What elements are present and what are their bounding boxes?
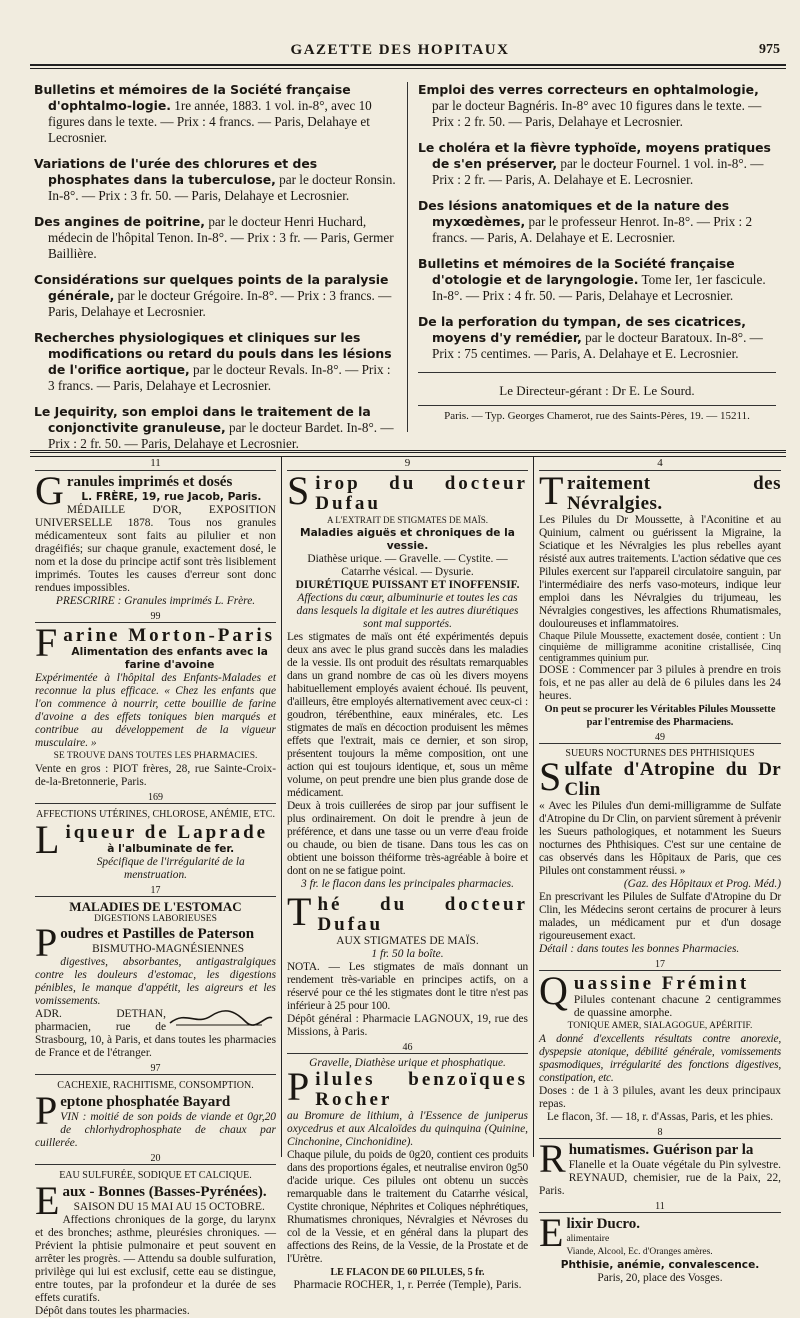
ad-heading: arine Morton-Paris bbox=[63, 625, 276, 646]
ad-number: 9 bbox=[287, 457, 528, 471]
section-separator bbox=[30, 450, 786, 453]
bibliography-entry-title: Bulletins et mémoires de la Société française d'otologie et de laryngologie. bbox=[418, 256, 735, 287]
bibliography-entry-details: par le docteur Revals. In-8°. — Prix : 3 francs. — Paris, Delahaye et Lecrosnier. bbox=[48, 362, 391, 393]
ads-column-1 bbox=[30, 457, 282, 1317]
ad-address: Paris, 20, place des Vosges. bbox=[597, 1272, 723, 1284]
gerant-line: Le Directeur-gérant : Dr E. Le Sourd. bbox=[499, 383, 695, 398]
ad-title bbox=[287, 468, 528, 514]
ad-address: Vente en gros : PIOT frères, 28, rue Sainte-Croix-de-la-Bretonnerie, Paris. bbox=[35, 763, 276, 788]
ad-subtitle: AUX STIGMATES DE MAÏS. bbox=[336, 935, 479, 947]
bibliography-entry bbox=[34, 404, 399, 452]
drop-cap: T bbox=[539, 468, 564, 513]
ad-address: Pharmacie ROCHER, 1, r. Perrée (Temple), Paris. bbox=[293, 1279, 522, 1291]
ad-categories: CACHEXIE, RACHITISME, CONSOMPTION. bbox=[57, 1080, 254, 1091]
bibliography-entry-details: par le docteur Bardet. In-8°. — Prix : 2 fr. 50. — Paris, Delahaye et Lecrosnier. bbox=[48, 420, 394, 451]
ad-heading: iqueur de Laprade bbox=[65, 822, 269, 843]
drop-cap: P bbox=[35, 920, 58, 965]
bibliography-left-column bbox=[30, 82, 407, 451]
ad-claim: TONIQUE AMER, SIALAGOGUE, APÉRITIF. bbox=[567, 1021, 753, 1031]
ad-subheading: DIGESTIONS LABORIEUSES bbox=[94, 914, 217, 924]
bibliography-entry-details: par le docteur Henri Huchard, médecin de l'hôpital Tenon. In-8°. — Prix : 3 fr. — Paris, Germer Baillière. bbox=[48, 214, 394, 261]
ad-number: 17 bbox=[35, 885, 276, 897]
ad-title bbox=[287, 1064, 528, 1110]
ad-number: 99 bbox=[35, 611, 276, 623]
ad-number: 20 bbox=[35, 1153, 276, 1165]
bibliography-entry bbox=[34, 214, 399, 262]
bibliography-entry bbox=[418, 82, 776, 130]
header-rule-thin bbox=[30, 68, 786, 69]
ad-body: A donné d'excellents résultats contre anorexie, dyspepsie atonique, débilité générale, vomissements spasmodiques, irrégularité des fonctions digestives, constipation, etc. bbox=[539, 1033, 781, 1084]
bibliography-entry-title: Emploi des verres correcteurs en ophtalmologie, bbox=[418, 82, 759, 97]
ad-detail: Détail : dans toutes les bonnes Pharmacies. bbox=[539, 943, 740, 955]
bibliography-entry bbox=[34, 82, 399, 146]
ad-sulfate-atropine-clin bbox=[539, 747, 781, 956]
drop-cap: Q bbox=[539, 968, 571, 1013]
bibliography-right-column bbox=[407, 82, 784, 432]
ad-number: 49 bbox=[539, 732, 781, 744]
ad-dosage: DOSE : Commencer par 3 pilules à prendre en trois fois, et ne pas aller au delà de 6 pilules dans les 24 heures. bbox=[539, 664, 781, 702]
ads-column-2 bbox=[282, 457, 534, 1291]
ad-heading: ilules benzoïques Rocher bbox=[315, 1069, 528, 1110]
ad-claim: DIURÉTIQUE PUISSANT ET INOFFENSIF. bbox=[295, 579, 520, 591]
ad-body: Chaque pilule, du poids de 0g20, contient ces produits dans des proportions égales, et neutralise environ 0g50 d'acide urique. Ces pilules ont obtenu un succès remarquable dans le traitement du Catarrhe vésical, Cystite chronique, Néphrites et Coliques néphrétiques, Rhumatismes chroniques, Névralgies et Névroses du col de la Vessie, et en général dans la plupart des affections des Reins, de la Vessie, de la Prostate et de l'Urètre. bbox=[287, 1149, 528, 1265]
bibliography-entry-title: Des lésions anatomiques et de la nature des myxœdèmes, bbox=[418, 198, 730, 229]
ad-dosage: Deux à trois cuillerées de sirop par jour suffisent le plus ordinairement. On doit le prendre à jeun de préférence, et dans une tasse ou un verre d'eau froide ou chaude, ou bien de tisane. Dans tous les cas on obtient une boisson théiforme très-agréable à boire et dont on ne se fatigue point. bbox=[287, 800, 528, 877]
ad-granules-frere bbox=[35, 468, 276, 608]
bibliography-entry bbox=[34, 156, 399, 204]
ad-number: 8 bbox=[539, 1127, 781, 1139]
ad-body: Expérimentée à l'hôpital des Enfants-Malades et reconnue la plus efficace. « Chez les enfants que l'on commence à nourrir, cette bouillie de farine d'avoine a des effets toniques bien marqués et contribue au développement de la vigueur musculaire. » bbox=[35, 672, 276, 749]
ad-categories: SUEURS NOCTURNES DES PHTHISIQUES bbox=[565, 748, 755, 759]
bibliography-entry-title: Considérations sur quelques points de la paralysie générale, bbox=[34, 272, 389, 303]
ad-body: Diathèse urique. — Gravelle. — Cystite. — Catarrhe vésical. — Dysurie. bbox=[307, 553, 508, 578]
ad-subtitle-2: Maladies aiguës et chroniques de la vessie. bbox=[300, 527, 515, 552]
ad-body: Affections chroniques de la gorge, du larynx et des bronches; asthme, pleurésies chroniques. — Prévient la phtisie pulmonaire et peut souvent en arrêter les progrès. — Attendu sa double sulfuration, privilège qui lui est exclusif, cette eau se distingue, entre toutes, par la profondeur et la durée de ses effets curatifs. bbox=[35, 1214, 276, 1304]
bibliography-section bbox=[30, 82, 786, 451]
bibliography-entry bbox=[418, 198, 776, 246]
ad-body: digestives, absorbantes, antigastralgiques contre les douleurs d'estomac, les digestions pénibles, le manque d'appétit, les aigreurs et les vomissements. bbox=[35, 956, 276, 1007]
bibliography-entry bbox=[34, 272, 399, 320]
ad-heading-top: MALADIES DE L'ESTOMAC bbox=[69, 899, 242, 914]
ad-ingredients: Viande, Alcool, Ec. d'Oranges amères. bbox=[566, 1247, 713, 1257]
bibliography-entry-details: par le docteur Bagnéris. In-8° avec 10 figures dans le texte. — Prix : 2 fr. 50. — Paris, Delahaye et Lecrosnier. bbox=[432, 98, 762, 129]
ad-pilules-rocher bbox=[287, 1057, 528, 1292]
journal-title: GAZETTE DES HOPITAUX bbox=[290, 42, 510, 58]
bibliography-entry-title: Bulletins et mémoires de la Société française d'ophtalmo-logie. bbox=[34, 82, 351, 113]
drop-cap: R bbox=[539, 1136, 566, 1181]
ad-reference: (Gaz. des Hôpitaux et Prog. Méd.) bbox=[623, 878, 781, 890]
ad-number: 17 bbox=[539, 959, 781, 971]
ad-title bbox=[539, 754, 781, 800]
ad-affections: Affections du cœur, albuminurie et toutes les cas dans lesquels la digitale et les autres diurétiques sont mal supportés. bbox=[296, 592, 519, 630]
ad-heading: eptone phosphatée Bayard bbox=[60, 1094, 231, 1110]
ad-rhumatismes-reynaud bbox=[539, 1136, 781, 1198]
ad-heading: oudres et Pastilles de Paterson bbox=[60, 926, 255, 942]
ad-paterson bbox=[35, 900, 276, 1060]
drop-cap: G bbox=[35, 468, 64, 513]
ad-the-dufau bbox=[287, 889, 528, 1039]
ad-eaux-bonnes bbox=[35, 1169, 276, 1318]
bibliography-entry bbox=[418, 256, 776, 304]
ad-heading: raitement des Névralgies. bbox=[566, 473, 781, 514]
drop-cap: S bbox=[287, 468, 313, 513]
bibliography-entry bbox=[418, 140, 776, 188]
ad-availability: SE TROUVE DANS TOUTES LES PHARMACIES. bbox=[53, 751, 258, 761]
bibliography-entry-title: Le choléra et la fièvre typhoïde, moyens pratiques de s'en préserver, bbox=[418, 140, 771, 171]
ad-sirop-dufau bbox=[287, 468, 528, 891]
ad-title bbox=[539, 468, 781, 514]
ad-number: 169 bbox=[35, 792, 276, 804]
ad-pilules-moussette bbox=[539, 468, 781, 729]
ad-body: Les Pilules du Dr Moussette, à l'Aconitine et au Quinium, calment ou guérissent la Migraine, la Sciatique et les Névralgies les plus rebelles ayant résisté aux autres traitements. L'action sédative que ces Pilules exercent sur l'appareil circulatoire sanguin, par l'intermédiaire des nerfs vaso-moteurs, indique leur emploi dans les Névralgies du trijumeau, les Névralgies congestives, les affections Rhumatismales, douloureuses et inflammatoires. bbox=[539, 514, 781, 630]
ad-address: ADR. DETHAN, pharmacien, rue de Strasbourg, 10, à Paris, et dans toutes les pharmacies de France et de l'étranger. bbox=[35, 1008, 276, 1059]
ad-elixir-ducro bbox=[539, 1210, 781, 1285]
ad-maker: L. FRÈRE, 19, rue Jacob, Paris. bbox=[81, 491, 262, 503]
ad-heading: ulfate d'Atropine du Dr Clin bbox=[564, 759, 781, 800]
ad-body: « Avec les Pilules d'un demi-milligramme de Sulfate d'Atropine du Dr Clin, on parvient sûrement à prévenir les Sueurs pathologiques, et notamment les Sueurs nocturnes des Phthisiques. C'est sur une centaine de cas observés dans les Hôpitaux de Paris, que ces Pilules ont constamment réussi. » bbox=[539, 800, 781, 877]
ad-number: 97 bbox=[35, 1063, 276, 1075]
ad-subtitle: BISMUTHO-MAGNÉSIENNES bbox=[92, 943, 245, 955]
ad-heading: uassine Frémint bbox=[573, 973, 750, 994]
bibliography-entry-title: De la perforation du tympan, de ses cicatrices, moyens d'y remédier, bbox=[418, 314, 746, 345]
drop-cap: F bbox=[35, 620, 61, 665]
drop-cap: E bbox=[35, 1178, 60, 1223]
drop-cap: E bbox=[539, 1210, 564, 1255]
ad-categories: AFFECTIONS UTÉRINES, CHLOROSE, ANÉMIE, ETC. bbox=[36, 809, 275, 820]
bibliography-entry-details: par le docteur Grégoire. In-8°. — Prix : 3 francs. — Paris, Delahaye et Lecrosnier. bbox=[48, 288, 392, 319]
ad-price: LE FLACON DE 60 PILULES, 5 fr. bbox=[330, 1267, 485, 1278]
ad-body: MÉDAILLE D'OR, EXPOSITION UNIVERSELLE 1878. Tous nos granules médicamenteux sont faits au pilulier et non dragéifiés; sur chaque granule, exactement dosé, le nom et la dose du principe actif sont très lisiblement imprimés. Toutes les causes d'erreur sont donc rendues impossibles. bbox=[35, 504, 276, 594]
bibliography-entry-title: Des angines de poitrine, bbox=[34, 214, 206, 229]
ad-subtitle: Alimentation des enfants avec la farine d'avoine bbox=[71, 646, 268, 671]
ad-subtitle: Pilules contenant chacune 2 centigrammes de quassine amorphe. bbox=[573, 994, 781, 1019]
page-number: 975 bbox=[759, 42, 780, 57]
ad-categories: Gravelle, Diathèse urique et phosphatique. bbox=[309, 1057, 506, 1069]
ad-subtitle: Phthisie, anémie, convalescence. bbox=[560, 1259, 760, 1271]
ad-liqueur-laprade bbox=[35, 808, 276, 882]
bibliography-entry bbox=[34, 330, 399, 394]
ad-descriptor: alimentaire bbox=[566, 1234, 610, 1244]
ad-dosage: Doses : de 1 à 3 pilules, avant les deux principaux repas. bbox=[539, 1085, 781, 1110]
ad-prescription: PRESCRIRE : Granules imprimés L. Frère. bbox=[55, 595, 256, 607]
ad-number: 46 bbox=[287, 1042, 528, 1054]
drop-cap: T bbox=[287, 889, 315, 934]
ad-heading: hé du docteur Dufau bbox=[317, 894, 528, 935]
drop-cap: L bbox=[35, 817, 63, 862]
bibliography-entry-details: par le professeur Henrot. In-8°. — Prix : 2 francs. — Paris, A. Delahaye et E. Lecrosnier. bbox=[432, 214, 753, 245]
bibliography-entry-title: Variations de l'urée des chlorures et des phosphates dans la tuberculose, bbox=[34, 156, 318, 187]
bibliography-entry-details: par le docteur Ronsin. In-8°. — Prix : 3 fr. 50. — Paris, Delahaye et Lecrosnier. bbox=[48, 172, 396, 203]
ad-subtitle: au Bromure de lithium, à l'Essence de juniperus oxycedrus et aux Alcaloïdes du quinquina (Quinine, Cinchonine, Cinchonidine). bbox=[287, 1110, 528, 1148]
bibliography-entry-title: Recherches physiologiques et cliniques sur les modifications ou retard du pouls dans les lésions de l'orifice aortique, bbox=[34, 330, 392, 377]
ad-note: NOTA. — Les stigmates de maïs donnant un rendement très-variable en principes actifs, on a réservé pour ce thé les stigmates dont le titre n'est pas inférieur à 25 pour 100. bbox=[287, 961, 528, 1012]
page-header bbox=[0, 40, 800, 68]
bibliography-entry-details: Tome Ier, 1er fascicule. In-8°. — Prix : 4 fr. 50. — Paris, Delahaye et Lecrosnier. bbox=[432, 272, 766, 303]
bibliography-entry-details: 1re année, 1883. 1 vol. in-8°, avec 10 figures dans le texte. — Prix : 4 francs. — Paris, Delahaye et Lecrosnier. bbox=[48, 98, 372, 145]
ad-subtitle: à l'albuminate de fer. bbox=[107, 843, 235, 855]
ad-price: Le flacon, 3f. — 18, r. d'Assas, Paris, et les phies. bbox=[546, 1111, 774, 1123]
ad-body-2: Les stigmates de maïs ont été expérimentés depuis deux ans avec le plus grand succès dans les maladies de la vessie. Ils ont produit des résultats remarquables dans un grand nombre de cas où les divers moyens habituellement employés avaient échoué. Ils peuvent, d'ailleurs, être employés alternativement avec ceux-ci : goudron, térébenthine, eaux minérales, etc. Les stigmates de maïs en décoction produisent les mêmes effets que l'extrait, mais ce dernier, et son sirop, présentent toujours la même composition, ont une action qui est toujours identique, et, sous un même volume, on peut prendre une bien plus grande dose de médicament. bbox=[287, 631, 528, 799]
bibliography-entry bbox=[418, 314, 776, 362]
ad-subtitle: A L'EXTRAIT DE STIGMATES DE MAÏS. bbox=[327, 515, 488, 525]
ad-depot: Dépôt général : Pharmacie LAGNOUX, 19, rue des Missions, à Paris. bbox=[287, 1013, 528, 1038]
drop-cap: S bbox=[539, 754, 562, 799]
drop-cap: P bbox=[35, 1088, 58, 1133]
ad-price: 3 fr. le flacon dans les principales pharmacies. bbox=[301, 878, 514, 890]
ad-body: Spécifique de l'irrégularité de la menstruation. bbox=[96, 856, 245, 881]
ad-price: 1 fr. 50 la boîte. bbox=[371, 948, 444, 960]
bibliography-entry-title: Le Jequirity, son emploi dans le traitement de la conjonctivite granuleuse, bbox=[34, 404, 371, 435]
ad-heading: irop du docteur Dufau bbox=[315, 473, 528, 514]
ad-number: 11 bbox=[539, 1201, 781, 1213]
ad-title bbox=[287, 889, 528, 935]
printer-rule bbox=[418, 405, 776, 406]
bibliography-right-items bbox=[418, 82, 776, 362]
ad-season: SAISON DU 15 MAI AU 15 OCTOBRE. bbox=[73, 1201, 265, 1213]
ad-number: 4 bbox=[539, 457, 781, 471]
ad-body: VIN : moitié de son poids de viande et 0gr,20 de chlorhydrophosphate de chaux par cuillerée. bbox=[35, 1111, 276, 1149]
signature-icon bbox=[166, 1008, 276, 1028]
ad-composition: Chaque Pilule Moussette, exactement dosée, contient : Un cinquième de milligramme aconitine cristallisée, Cinq centigrammes quinium pur. bbox=[539, 631, 781, 664]
ad-heading: lixir Ducro. bbox=[566, 1216, 641, 1232]
header-rule bbox=[30, 64, 786, 66]
ad-number: 11 bbox=[35, 457, 276, 471]
bibliography-entry-details: par le docteur Baratoux. In-8°. — Prix : 75 centimes. — Paris, A. Delahaye et E. Lecrosnier. bbox=[432, 330, 763, 361]
ad-availability: On peut se procurer les Véritables Pilules Moussette par l'entremise des Pharmaciens. bbox=[544, 704, 776, 728]
ad-categories: EAU SULFURÉE, SODIQUE ET CALCIQUE. bbox=[59, 1170, 252, 1181]
ad-body-2: En prescrivant les Pilules de Sulfate d'Atropine du Dr Clin, les Médecins seront certains de procurer à leurs malades, un médicament pur et d'un dosage rigoureusement exact. bbox=[539, 891, 781, 942]
gerant-rule bbox=[418, 372, 776, 373]
advertisements-section bbox=[30, 456, 786, 1317]
ads-column-3 bbox=[534, 457, 786, 1284]
ad-heading: aux - Bonnes (Basses-Pyrénées). bbox=[62, 1184, 267, 1200]
ad-depot: Dépôt dans toutes les pharmacies. bbox=[35, 1305, 190, 1317]
ad-body: Flanelle et la Ouate végétale du Pin sylvestre. REYNAUD, chemisier, rue de la Paix, 22, Paris. bbox=[539, 1159, 781, 1197]
bibliography-entry-details: par le docteur Fournel. 1 vol. in-8°. — Prix : 2 fr. — Paris, A. Delahaye et E. Lecrosnier. bbox=[432, 156, 764, 187]
ad-heading: ranules imprimés et dosés bbox=[66, 474, 233, 490]
ad-heading: humatismes. Guérison par la bbox=[568, 1142, 754, 1158]
printer-line: Paris. — Typ. Georges Chamerot, rue des Saints-Pères, 19. — 15211. bbox=[444, 410, 750, 422]
ad-peptone-bayard bbox=[35, 1079, 276, 1150]
ad-quassine-fremint bbox=[539, 968, 781, 1124]
ad-farine-morton bbox=[35, 620, 276, 789]
ad-address-block bbox=[35, 1008, 276, 1060]
drop-cap: P bbox=[287, 1064, 313, 1109]
